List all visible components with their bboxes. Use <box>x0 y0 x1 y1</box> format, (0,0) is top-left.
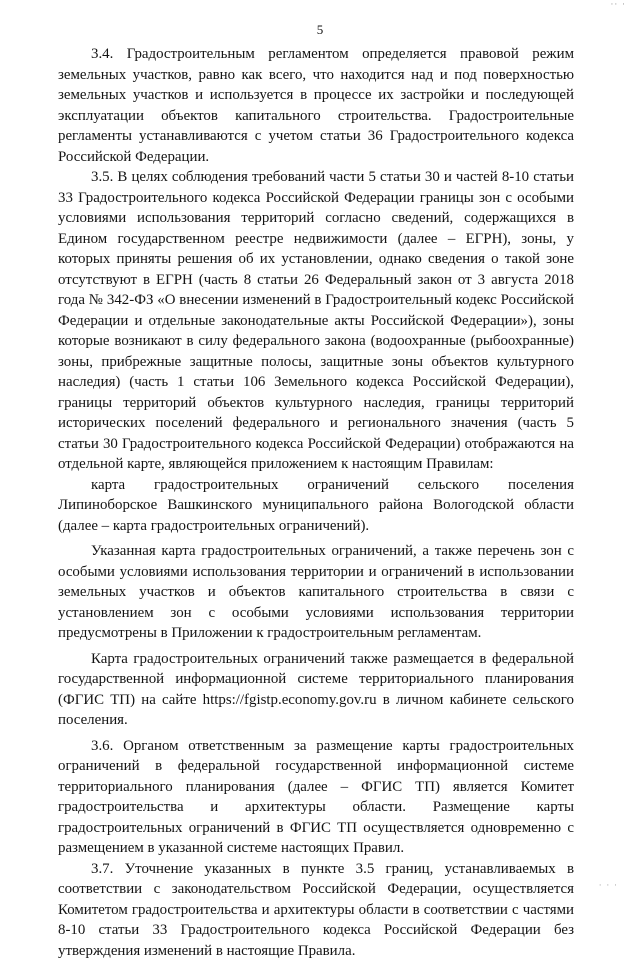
paragraph-3-6: 3.6. Органом ответственным за размещение карты градостроительных ограничений в федеральной государственной информационной системе территориального планирования (далее – ФГИС ТП) является Комитет градостроительства и архитектуры области. Размещение карты градостроительных ограничений в ФГИС ТП осуществляется одновременно с размещением в указанной системе настоящих Правил. <box>58 736 574 859</box>
paragraph-3-7: 3.7. Уточнение указанных в пункте 3.5 границ, устанавливаемых в соответствии с законодательством Российской Федерации, осуществляется Комитетом градостроительства и архитектуры области в соответствии с частями 8-10 статьи 33 Градостроительного кодекса Российской Федерации без утверждения изменений в настоящие Правила. <box>58 859 574 961</box>
paragraph-map-description: Указанная карта градостроительных ограничений, а также перечень зон с особыми условиями использования территории и ограничений в использовании земельных участков и объектов капитального строительства в связи с установлением зон с особыми условиями использования территории предусмотрены в Приложении к градостроительным регламентам. <box>58 541 574 644</box>
page-number: 5 <box>0 22 640 38</box>
scan-corner-mark: ·· · <box>611 0 626 10</box>
paragraph-map-item: карта градостроительных ограничений сельского поселения Липиноборское Вашкинского муниципального района Вологодской области (далее – карта градостроительных ограничений). <box>58 475 574 537</box>
scan-corner-dots: · · · <box>599 881 618 891</box>
document-body <box>58 44 574 961</box>
paragraph-fgis-publication: Карта градостроительных ограничений также размещается в федеральной государственной информационной системе территориального планирования (ФГИС ТП) на сайте https://fgistp.economy.gov.ru в личном кабинете сельского поселения. <box>58 649 574 731</box>
paragraph-3-4: 3.4. Градостроительным регламентом определяется правовой режим земельных участков, равно как всего, что находится над и под поверхностью земельных участков и используется в процессе их застройки и последующей эксплуатации объектов капитального строительства. Градостроительные регламенты устанавливаются с учетом статьи 36 Градостроительного кодекса Российской Федерации. <box>58 44 574 167</box>
paragraph-3-5: 3.5. В целях соблюдения требований части 5 статьи 30 и частей 8-10 статьи 33 Градостроительного кодекса Российской Федерации границы зон с особыми условиями использования территорий согласно сведений, содержащихся в Едином государственном реестре недвижимости (далее – ЕГРН), зоны, у которых приняты решения об их установлении, однако сведения о такой зоне отсутствуют в ЕГРН (часть 8 статьи 26 Федеральный закон от 3 августа 2018 года № 342-ФЗ «О внесении изменений в Градостроительный кодекс Российской Федерации и отдельные законодательные акты Российской Федерации»), зоны которые возникают в силу федерального закона (водоохранные (рыбоохранные) зоны, прибрежные защитные полосы, защитные зоны объектов культурного наследия) (часть 1 статьи 106 Земельного кодекса Российской Федерации), границы территорий объектов культурного наследия, границы территорий исторических поселений федерального и регионального значения (часть 5 статьи 30 Градостроительного кодекса Российской Федерации) отображаются на отдельной карте, являющейся приложением к настоящим Правилам: <box>58 167 574 475</box>
